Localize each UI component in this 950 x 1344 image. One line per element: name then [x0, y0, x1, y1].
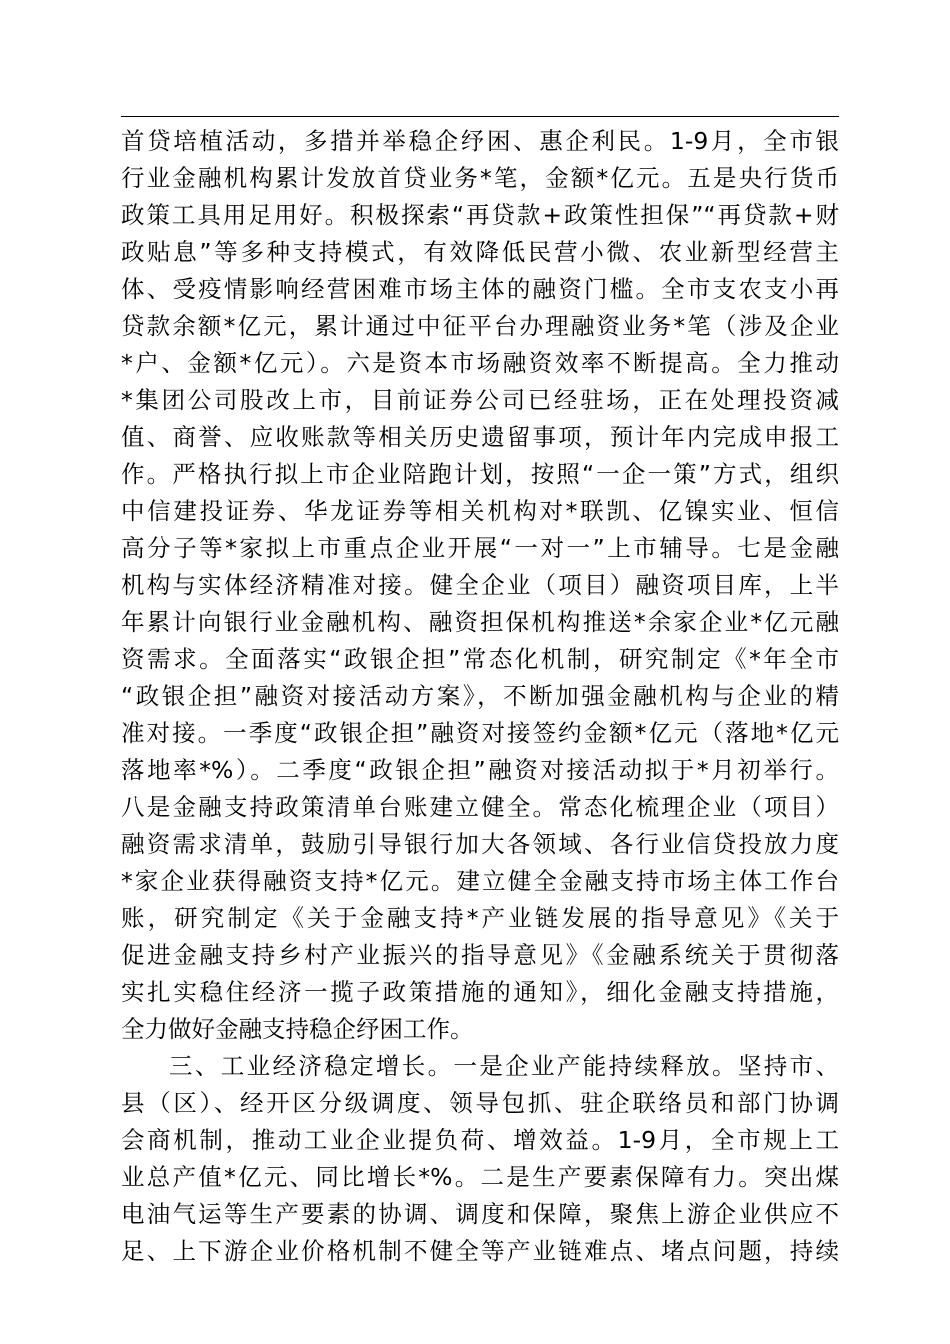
text-line: 值、商誉、应收账款等相关历史遗留事项，预计年内完成申报工: [121, 423, 839, 451]
text-line: *集团公司股改上市，目前证券公司已经驻场，正在处理投资减: [121, 386, 839, 414]
text-line: 准对接。一季度“政银企担”融资对接签约金额*亿元（落地*亿元: [121, 719, 839, 747]
text-line: *户、金额*亿元）。六是资本市场融资效率不断提高。全力推动: [121, 349, 839, 377]
paragraph-end-line: 全力做好金融支持稳企纾困工作。: [121, 1015, 474, 1043]
text-line: 账，研究制定《关于金融支持*产业链发展的指导意见》《关于: [121, 904, 839, 932]
text-line: 作。严格执行拟上市企业陪跑计划，按照“一企一策”方式，组织: [121, 460, 839, 488]
text-line: 会商机制，推动工业企业提负荷、增效益。1-9月，全市规上工: [121, 1126, 839, 1154]
text-line: 中信建投证券、华龙证券等相关机构对*联凯、亿镍实业、恒信: [121, 497, 839, 525]
text-line: “政银企担”融资对接活动方案》，不断加强金融机构与企业的精: [121, 682, 839, 710]
text-line: 体、受疫情影响经营困难市场主体的融资门槛。全市支农支小再: [121, 275, 839, 303]
text-line: 落地率*%）。二季度“政银企担”融资对接活动拟于*月初举行。: [121, 756, 839, 784]
text-line: 县（区）、经开区分级调度、领导包抓、驻企联络员和部门协调: [121, 1089, 839, 1117]
text-line: 促进金融支持乡村产业振兴的指导意见》《金融系统关于贯彻落: [121, 941, 839, 969]
section-heading-line: 三、工业经济稳定增长。一是企业产能持续释放。坚持市、: [169, 1052, 839, 1080]
text-line: 电油气运等生产要素的协调、调度和保障，聚焦上游企业供应不: [121, 1200, 839, 1228]
text-line: 贷款余额*亿元，累计通过中征平台办理融资业务*笔（涉及企业: [121, 312, 839, 340]
text-line: 实扎实稳住经济一揽子政策措施的通知》，细化金融支持措施，: [121, 978, 839, 1006]
text-line: 政贴息”等多种支持模式，有效降低民营小微、农业新型经营主: [121, 238, 839, 266]
text-line: 业总产值*亿元、同比增长*%。二是生产要素保障有力。突出煤: [121, 1163, 839, 1191]
text-line: 行业金融机构累计发放首贷业务*笔，金额*亿元。五是央行货币: [121, 164, 839, 192]
text-line: 首贷培植活动，多措并举稳企纾困、惠企利民。1-9月，全市银: [121, 127, 839, 155]
text-line: 资需求。全面落实“政银企担”常态化机制，研究制定《*年全市: [121, 645, 839, 673]
header-rule: [121, 116, 839, 117]
text-line: 年累计向银行业金融机构、融资担保机构推送*余家企业*亿元融: [121, 608, 839, 636]
text-line: 八是金融支持政策清单台账建立健全。常态化梳理企业（项目）: [121, 793, 839, 821]
text-line: 融资需求清单，鼓励引导银行加大各领域、各行业信贷投放力度: [121, 830, 839, 858]
text-line: *家企业获得融资支持*亿元。建立健全金融支持市场主体工作台: [121, 867, 839, 895]
text-line: 政策工具用足用好。积极探索“再贷款+政策性担保”“再贷款+财: [121, 201, 839, 229]
text-line: 高分子等*家拟上市重点企业开展“一对一”上市辅导。七是金融: [121, 534, 839, 562]
text-line: 足、上下游企业价格机制不健全等产业链难点、堵点问题，持续: [121, 1237, 839, 1265]
text-line: 机构与实体经济精准对接。健全企业（项目）融资项目库，上半: [121, 571, 839, 599]
